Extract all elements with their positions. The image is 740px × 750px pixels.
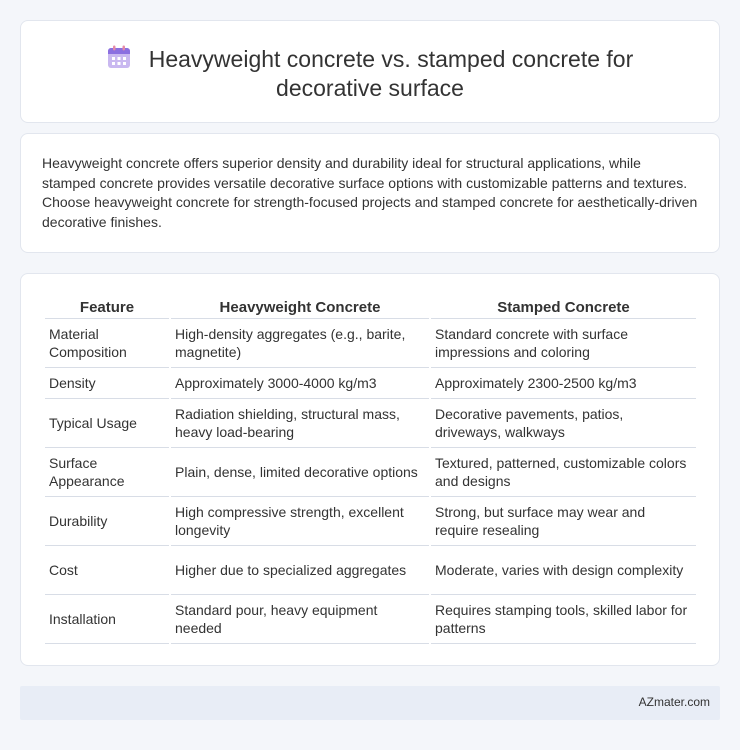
heavyweight-cell: Higher due to specialized aggregates	[171, 546, 429, 595]
feature-cell: Surface Appearance	[45, 448, 169, 497]
table-row	[45, 595, 696, 644]
intro-text: Heavyweight concrete offers superior density and durability ideal for structural applications, while stamped concrete provides versatile decorative surface options with customizable patterns and textures. Choose heavyweight concrete for strength-focused projects and stamped concrete for aesthetically-driven decorative finishes.	[42, 155, 698, 230]
heavyweight-cell: Radiation shielding, structural mass, heavy load-bearing	[171, 399, 429, 448]
feature-cell: Density	[45, 368, 169, 399]
intro-card	[20, 133, 720, 253]
comparison-card	[20, 273, 720, 666]
feature-cell: Typical Usage	[45, 399, 169, 448]
feature-cell: Installation	[45, 595, 169, 644]
heavyweight-cell: High-density aggregates (e.g., barite, magnetite)	[171, 319, 429, 368]
table-row	[45, 546, 696, 595]
table-row	[45, 399, 696, 448]
stamped-cell: Requires stamping tools, skilled labor for patterns	[431, 595, 696, 644]
header-feature: Feature	[45, 297, 169, 319]
header-heavyweight: Heavyweight Concrete	[171, 297, 429, 319]
footer-brand: AZmater.com	[638, 695, 710, 709]
stamped-cell: Decorative pavements, patios, driveways, walkways	[431, 399, 696, 448]
title-card	[20, 20, 720, 123]
table-row	[45, 497, 696, 546]
title-line-1: Heavyweight concrete vs. stamped concrete for	[148, 46, 634, 72]
heavyweight-cell: Plain, dense, limited decorative options	[171, 448, 429, 497]
stamped-cell: Moderate, varies with design complexity	[431, 546, 696, 595]
page-title	[21, 45, 719, 103]
heavyweight-cell: Approximately 3000-4000 kg/m3	[171, 368, 429, 399]
calendar-icon	[107, 45, 131, 69]
table-row	[45, 319, 696, 368]
feature-cell: Material Composition	[45, 319, 169, 368]
heavyweight-cell: High compressive strength, excellent longevity	[171, 497, 429, 546]
table-row	[45, 368, 696, 399]
title-line-2: decorative surface	[276, 75, 464, 101]
feature-cell: Durability	[45, 497, 169, 546]
stamped-cell: Approximately 2300-2500 kg/m3	[431, 368, 696, 399]
footer-bar	[20, 686, 720, 720]
stamped-cell: Strong, but surface may wear and require resealing	[431, 497, 696, 546]
header-stamped: Stamped Concrete	[431, 297, 696, 319]
table-header-row	[45, 297, 696, 319]
heavyweight-cell: Standard pour, heavy equipment needed	[171, 595, 429, 644]
comparison-table	[43, 297, 698, 644]
stamped-cell: Standard concrete with surface impressions and coloring	[431, 319, 696, 368]
stamped-cell: Textured, patterned, customizable colors and designs	[431, 448, 696, 497]
feature-cell: Cost	[45, 546, 169, 595]
table-row	[45, 448, 696, 497]
